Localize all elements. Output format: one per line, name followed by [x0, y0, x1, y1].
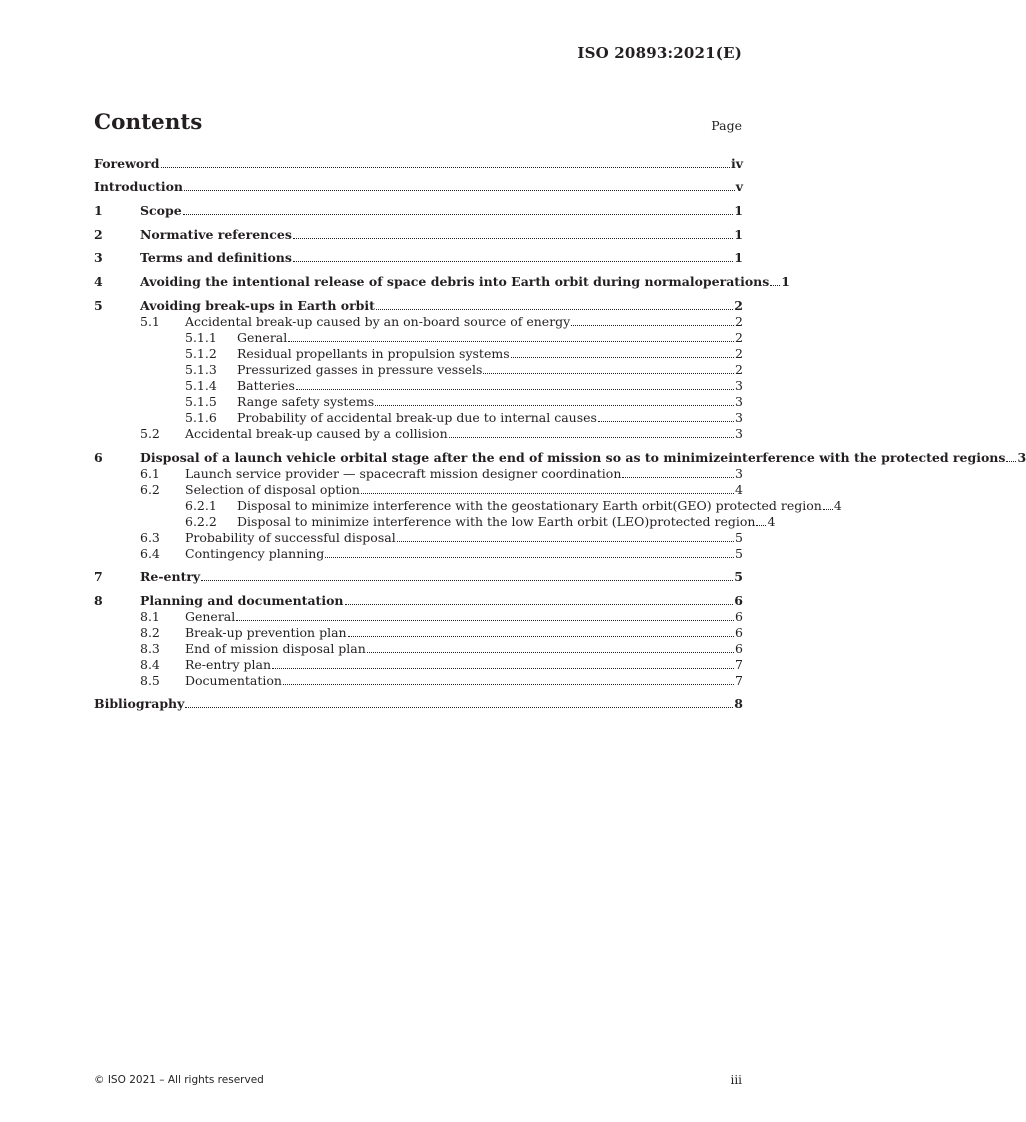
dot-leader — [184, 190, 735, 191]
toc-entry-5-1-6[interactable]: 5.1.6 Probability of accidental break-up due to internal causes 3 — [185, 410, 743, 425]
toc-page-number: 1 — [734, 250, 743, 265]
toc-entry-5-1[interactable]: 5.1 Accidental break-up caused by an on-board source of energy 2 — [140, 314, 743, 329]
toc-section-number: 8.1 — [140, 609, 160, 624]
toc-section-number: 1 — [94, 203, 103, 218]
toc-page-number: 2 — [734, 298, 743, 313]
toc-entry-6-2-1[interactable]: 6.2.1 Disposal to minimize interference with the geostationary Earth orbit (GEO) protected region 4 — [185, 498, 842, 513]
toc-entry-5-1-3[interactable]: 5.1.3 Pressurized gasses in pressure vessels 2 — [185, 362, 743, 377]
dot-leader — [375, 405, 734, 406]
dot-leader — [183, 214, 734, 215]
toc-section-number: 5.1.2 — [185, 346, 217, 361]
toc-entry-5-1-5[interactable]: 5.1.5 Range safety systems 3 — [185, 394, 743, 409]
toc-entry-re-entry[interactable]: 7 Re-entry 5 — [94, 569, 743, 584]
dot-leader — [296, 389, 734, 390]
toc-section-number: 5.1.4 — [185, 378, 217, 393]
toc-section-number: 5.1 — [140, 314, 160, 329]
dot-leader — [288, 341, 734, 342]
toc-page-number: 3 — [735, 466, 743, 481]
dot-leader — [376, 309, 733, 310]
toc-entry-5-2[interactable]: 5.2 Accidental break-up caused by a collision 3 — [140, 426, 743, 441]
toc-entry-5-1-1[interactable]: 5.1.1 General 2 — [185, 330, 743, 345]
toc-entry-6-2-2[interactable]: 6.2.2 Disposal to minimize interference with the low Earth orbit (LEO) protected region 4 — [185, 514, 776, 529]
toc-page-number: 3 — [735, 394, 743, 409]
toc-section-number: 8 — [94, 593, 103, 608]
toc-entry-scope[interactable]: 1 Scope 1 — [94, 203, 743, 218]
dot-leader — [201, 580, 733, 581]
toc-page-number: iv — [730, 156, 743, 171]
toc-section-number: 6.2 — [140, 482, 160, 497]
toc-section-number: 8.4 — [140, 657, 160, 672]
dot-leader — [367, 652, 734, 653]
toc-entry-introduction[interactable]: Introduction v — [94, 179, 743, 194]
toc-page-number: 6 — [735, 625, 743, 640]
dot-leader — [185, 707, 733, 708]
toc-section-number: 8.2 — [140, 625, 160, 640]
toc-page-number: 2 — [735, 346, 743, 361]
toc-section-number: 8.3 — [140, 641, 160, 656]
copyright-notice: © ISO 2021 – All rights reserved — [94, 1074, 264, 1086]
toc-entry-normative-references[interactable]: 2 Normative references 1 — [94, 227, 743, 242]
toc-page-number: 2 — [735, 362, 743, 377]
toc-entry-bibliography[interactable]: Bibliography 8 — [94, 696, 743, 711]
toc-page-number: 1 — [781, 274, 790, 289]
dot-leader — [1006, 461, 1016, 462]
toc-page-number: 5 — [734, 569, 743, 584]
toc-section-number: 6.1 — [140, 466, 160, 481]
toc-entry-6-4[interactable]: 6.4 Contingency planning 5 — [140, 546, 743, 561]
toc-entry-foreword[interactable]: Foreword iv — [94, 156, 743, 171]
toc-page-number: 6 — [735, 641, 743, 656]
toc-page-number: v — [735, 179, 743, 194]
toc-section-number: 6.2.2 — [185, 514, 217, 529]
toc-page-number: 7 — [735, 673, 743, 688]
dot-leader — [361, 493, 734, 494]
dot-leader — [483, 373, 734, 374]
dot-leader — [756, 525, 766, 526]
toc-section-number: 3 — [94, 250, 103, 265]
toc-entry-terms-and-definitions[interactable]: 3 Terms and definitions 1 — [94, 250, 743, 265]
toc-section-number: 6.3 — [140, 530, 160, 545]
dot-leader — [348, 636, 734, 637]
toc-page-number: 8 — [734, 696, 743, 711]
toc-entry-5-1-2[interactable]: 5.1.2 Residual propellants in propulsion systems 2 — [185, 346, 743, 361]
toc-page-number: 3 — [735, 426, 743, 441]
dot-leader — [272, 668, 734, 669]
toc-page-number: 5 — [735, 546, 743, 561]
dot-leader — [770, 285, 780, 286]
toc-section-number: 5 — [94, 298, 103, 313]
toc-section-number: 7 — [94, 569, 103, 584]
toc-section-number: 5.1.1 — [185, 330, 217, 345]
toc-section-number: 2 — [94, 227, 103, 242]
toc-page-number: 6 — [735, 609, 743, 624]
toc-section-number: 5.2 — [140, 426, 160, 441]
toc-entry-8-1[interactable]: 8.1 General 6 — [140, 609, 743, 624]
toc-entry-6-3[interactable]: 6.3 Probability of successful disposal 5 — [140, 530, 743, 545]
dot-leader — [571, 325, 734, 326]
dot-leader — [283, 684, 734, 685]
dot-leader — [622, 477, 734, 478]
contents-title: Contents — [94, 110, 203, 135]
dot-leader — [325, 557, 734, 558]
toc-entry-disposal[interactable]: 6 Disposal of a launch vehicle orbital stage after the end of mission so as to minimize interference with the protected regions 3 — [94, 450, 1026, 465]
toc-entry-8-5[interactable]: 8.5 Documentation 7 — [140, 673, 743, 688]
dot-leader — [345, 604, 734, 605]
toc-section-number: 6 — [94, 450, 103, 465]
dot-leader — [161, 167, 730, 168]
toc-section-number: 6.2.1 — [185, 498, 217, 513]
document-id: ISO 20893:2021(E) — [577, 44, 742, 62]
toc-entry-6-1[interactable]: 6.1 Launch service provider — spacecraft mission designer coordination 3 — [140, 466, 743, 481]
toc-entry-avoiding-intentional-release[interactable]: 4 Avoiding the intentional release of space debris into Earth orbit during normal operations 1 — [94, 274, 790, 289]
toc-section-number: 6.4 — [140, 546, 160, 561]
toc-page-number: 7 — [735, 657, 743, 672]
dot-leader — [293, 261, 733, 262]
dot-leader — [293, 238, 733, 239]
toc-entry-6-2[interactable]: 6.2 Selection of disposal option 4 — [140, 482, 743, 497]
dot-leader — [511, 357, 734, 358]
table-of-contents — [94, 154, 1026, 712]
toc-page-number: 6 — [734, 593, 743, 608]
toc-page-number: 3 — [735, 378, 743, 393]
toc-section-number: 5.1.6 — [185, 410, 217, 425]
dot-leader — [823, 509, 833, 510]
toc-page-number: 3 — [1017, 450, 1026, 465]
toc-section-number: 5.1.3 — [185, 362, 217, 377]
toc-page-number: 3 — [735, 410, 743, 425]
toc-entry-8-2[interactable]: 8.2 Break-up prevention plan 6 — [140, 625, 743, 640]
toc-section-number: 8.5 — [140, 673, 160, 688]
toc-page-number: 2 — [735, 330, 743, 345]
toc-page-number: 1 — [734, 203, 743, 218]
toc-page-number: 4 — [735, 482, 743, 497]
toc-page-number: 5 — [735, 530, 743, 545]
toc-section-number: 4 — [94, 274, 103, 289]
toc-section-number: 5.1.5 — [185, 394, 217, 409]
toc-entry-8-4[interactable]: 8.4 Re-entry plan 7 — [140, 657, 743, 672]
toc-page-number: 1 — [734, 227, 743, 242]
toc-entry-8-3[interactable]: 8.3 End of mission disposal plan 6 — [140, 641, 743, 656]
page-column-label: Page — [711, 118, 742, 133]
toc-entry-planning-and-documentation[interactable]: 8 Planning and documentation 6 — [94, 593, 743, 608]
toc-page-number: 2 — [735, 314, 743, 329]
dot-leader — [236, 620, 734, 621]
dot-leader — [397, 541, 734, 542]
toc-entry-5-1-4[interactable]: 5.1.4 Batteries 3 — [185, 378, 743, 393]
dot-leader — [449, 437, 734, 438]
dot-leader — [598, 421, 734, 422]
page-number: iii — [730, 1073, 742, 1087]
toc-page-number: 4 — [767, 514, 776, 529]
toc-entry-avoiding-break-ups[interactable]: 5 Avoiding break-ups in Earth orbit 2 — [94, 298, 743, 313]
toc-page-number: 4 — [833, 498, 842, 513]
